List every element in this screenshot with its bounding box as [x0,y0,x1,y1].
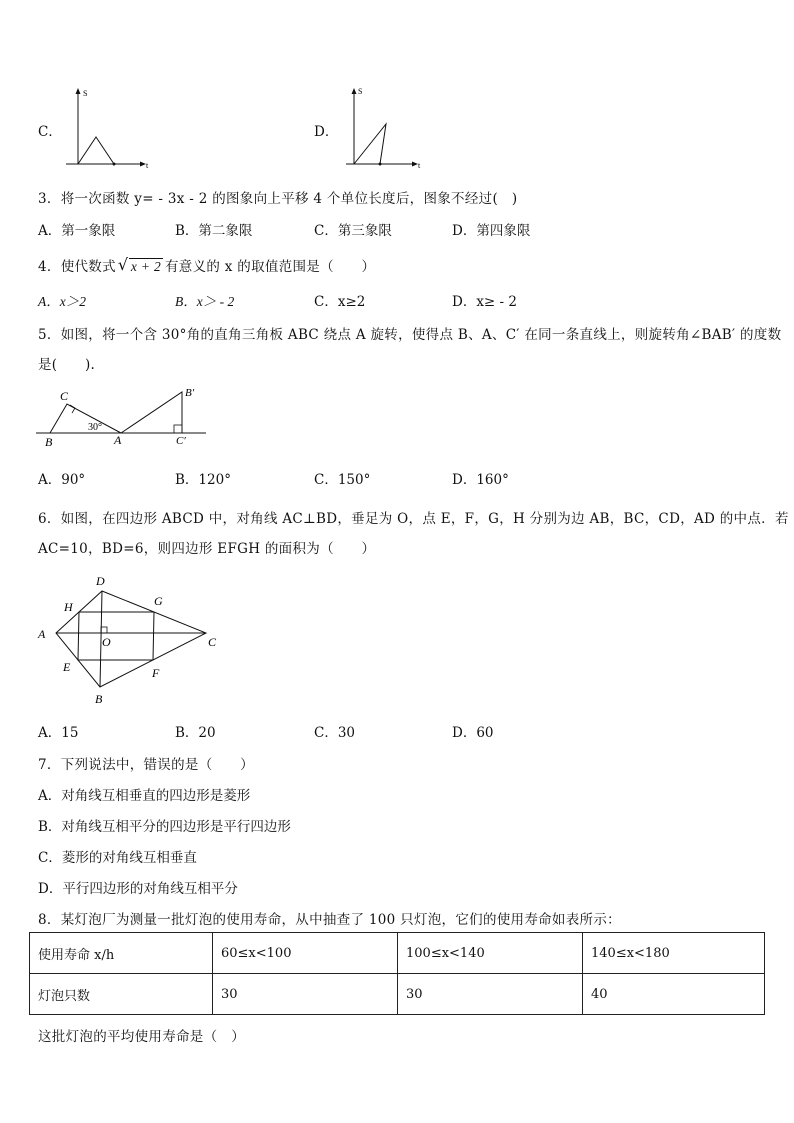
q4-option-c: C．x≥2 [314,294,366,310]
q6-option-c: C．30 [314,725,356,741]
q4-option-b: B．x＞ - 2 [175,294,235,309]
q2c-axis-s: S [83,89,88,98]
q2d-axis-t: t [418,161,421,170]
q5-label-b: B [45,435,53,449]
table-cell: 使用寿命 x/h [30,933,213,974]
q6-label-e: E [63,660,71,674]
q4-option-d: D．x≥ - 2 [452,294,517,310]
q4-sqrt: √ x + 2 [117,255,161,274]
q2-option-d-label: D． [314,124,339,140]
q6-stem-line2: AC=10，BD=6，则四边形 EFGH 的面积为（ ） [38,541,376,557]
table-cell: 灯泡只数 [30,974,213,1015]
q6-label-f: F [152,666,160,680]
table-cell: 100≤x<140 [398,933,583,974]
q8-stem: 8．某灯泡厂为测量一批灯泡的使用寿命，从中抽查了 100 只灯泡，它们的使用寿命如表所示： [38,912,621,928]
q6-label-o: O [102,635,111,649]
q3-option-a: A．第一象限 [38,223,116,239]
q6-option-d: D．60 [452,725,494,741]
q3-option-b: B．第二象限 [175,223,253,239]
q6-label-c: C [208,635,217,649]
table-cell: 30 [398,974,583,1015]
q2d-axis-s: S [358,87,363,96]
q6-label-b: B [95,692,103,706]
table-cell: 60≤x<100 [213,933,398,974]
q3-option-d: D．第四象限 [452,223,531,239]
q5-figure [36,382,216,452]
q7-stem: 7．下列说法中，错误的是（ ） [38,757,254,773]
q5-option-b: B．120° [175,472,231,488]
q5-label-cprime: C′ [176,435,186,447]
q5-stem-line2: 是( ). [38,357,96,373]
q7-option-a: A．对角线互相垂直的四边形是菱形 [38,788,251,804]
q5-label-bprime: B′ [185,387,195,399]
q2-option-c-label: C． [38,124,62,140]
q6-figure [34,570,224,710]
q8-lifetime-table [29,932,765,1015]
table-cell: 30 [213,974,398,1015]
q2-option-c-graph [60,84,160,174]
q6-label-d: D [96,574,105,588]
q6-label-g: G [154,594,163,608]
table-cell: 40 [583,974,765,1015]
q4-option-a: A．x＞2 [38,294,86,309]
table-row [30,933,765,974]
q4-radicand: x + 2 [130,259,161,274]
q8-question: 这批灯泡的平均使用寿命是（ ） [38,1029,245,1045]
table-row [30,974,765,1015]
q4-stem-pre: 4．使代数式 [38,259,116,275]
q4-stem-post: 有意义的 x 的取值范围是（ ） [165,259,376,275]
q5-label-c: C [60,389,69,403]
q5-stem-line1: 5．如图，将一个含 30°角的直角三角板 ABC 绕点 A 旋转，使得点 B、A、C′ 在同一条直线上，则旋转角∠BAB′ 的度数 [38,327,782,343]
q5-option-a: A．90° [38,472,86,488]
q5-option-d: D．160° [452,472,509,488]
table-cell: 140≤x<180 [583,933,765,974]
q6-label-h: H [64,600,73,614]
q3-option-c: C．第三象限 [314,223,392,239]
q5-label-a: A [114,433,122,447]
q6-option-b: B．20 [175,725,216,741]
q6-label-a: A [38,627,46,641]
q6-option-a: A．15 [38,725,79,741]
q6-stem-line1: 6．如图，在四边形 ABCD 中，对角线 AC⊥BD，垂足为 O，点 E，F，G，H 分别为边 AB，BC，CD，AD 的中点．若 [38,511,789,527]
q5-option-c: C．150° [314,472,371,488]
q2c-axis-t: t [146,161,149,170]
q2-option-d-graph [336,84,436,174]
q7-option-c: C．菱形的对角线互相垂直 [38,850,197,866]
q4-stem [38,255,375,275]
q5-label-angle: 30° [88,422,102,433]
q7-option-d: D．平行四边形的对角线互相平分 [38,881,238,897]
q7-option-b: B．对角线互相平分的四边形是平行四边形 [38,819,291,835]
q3-stem: 3．将一次函数 y= - 3x - 2 的图象向上平移 4 个单位长度后，图象不经过( ) [38,191,518,207]
